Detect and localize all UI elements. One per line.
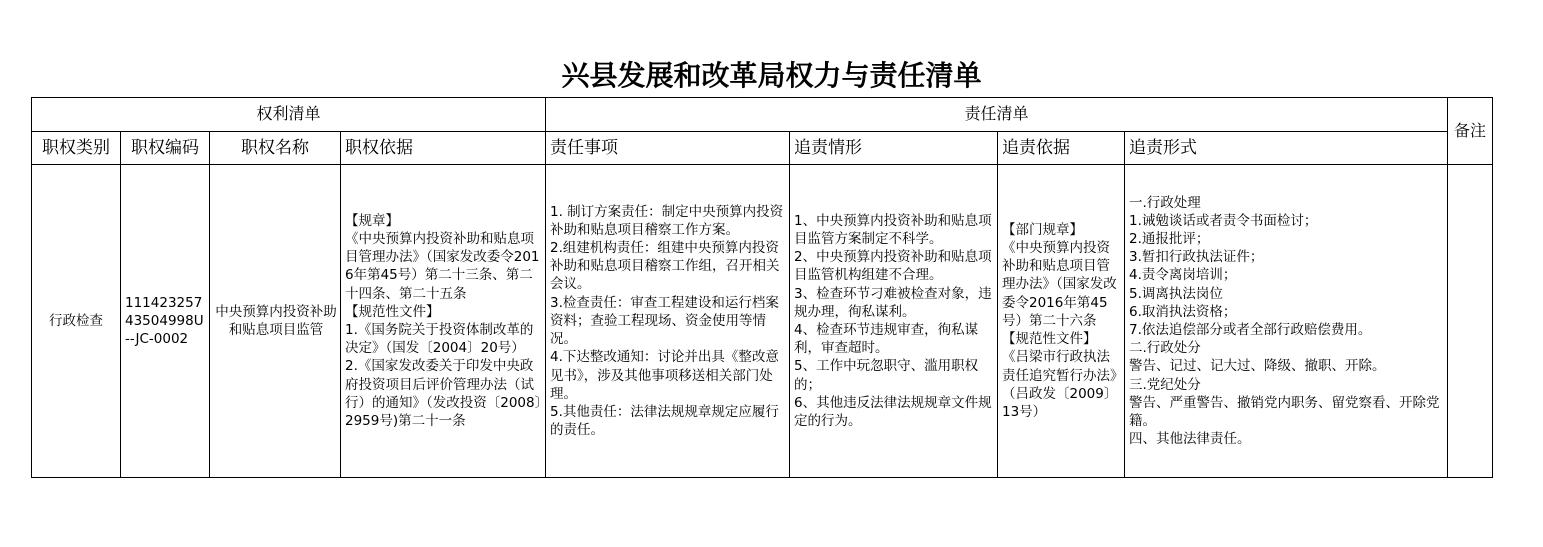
power-responsibility-table: [31, 97, 1493, 478]
form-line: 警告、严重警告、撤销党内职务、留党察看、开除党籍。: [1129, 394, 1440, 430]
table-row: [32, 165, 1493, 478]
cell-forms: [1125, 165, 1448, 478]
basis-line: 【规范性文件】: [345, 303, 440, 320]
cell-basis: [341, 165, 546, 478]
col-accountability-basis: 追责依据: [998, 132, 1125, 165]
col-code: 职权编码: [121, 132, 210, 165]
accountability-line: 【规范性文件】: [1002, 331, 1097, 348]
col-duties: 责任事项: [546, 132, 790, 165]
col-name: 职权名称: [210, 132, 341, 165]
accountability-line: 《吕梁市行政执法责任追究暂行办法》（吕政发〔2009〕13号）: [1002, 349, 1118, 420]
duty-line: 3.检查责任：审查工程建设和运行档案资料；查验工程现场、资金使用等情况。: [550, 294, 779, 348]
code-line: 43504998U: [125, 312, 204, 329]
form-line: 3.暂扣行政执法证件；: [1129, 249, 1264, 266]
duty-line: 2.组建机构责任：组建中央预算内投资补助和贴息项目稽察工作组，召开相关会议。: [550, 240, 780, 293]
page-title: 兴县发展和改革局权力与责任清单: [561, 59, 982, 92]
form-line: 一.行政处理: [1129, 194, 1201, 211]
situation-line: 4、检查环节违规审查，徇私谋利，审查超时。: [794, 322, 979, 357]
cell-remark: [1448, 165, 1493, 478]
form-line: 警告、记过、记大过、降级、撤职、开除。: [1129, 358, 1386, 375]
basis-line: 《中央预算内投资补助和贴息项目管理办法》（国家发改委令2016年第45号）第二十三条、第二十四条、第二十五条: [345, 230, 540, 302]
form-line: 6.取消执法资格；: [1129, 303, 1237, 320]
form-line: 二.行政处分: [1129, 340, 1201, 357]
form-line: 四、其他法律责任。: [1129, 431, 1251, 448]
code-line: 111423257: [125, 294, 203, 311]
col-category: 职权类别: [32, 132, 121, 165]
duty-line: 1. 制订方案责任：制定中央预算内投资补助和贴息项目稽察工作方案。: [550, 203, 784, 238]
cell-category: 行政检查: [32, 165, 121, 478]
remark-header: 备注: [1448, 98, 1493, 165]
situation-line: 3、检查环节刁难被检查对象，违规办理，徇私谋利。: [794, 285, 992, 320]
cell-code: [121, 165, 210, 478]
form-line: 7.依法追偿部分或者全部行政赔偿费用。: [1129, 322, 1372, 338]
basis-line: 【规章】: [345, 212, 399, 229]
duty-line: 4.下达整改通知：讨论并出具《整改意见书》，涉及其他事项移送相关部门处理。: [550, 349, 779, 402]
situation-line: 5、工作中玩忽职守、滥用职权的；: [794, 358, 979, 393]
accountability-line: 【部门规章】: [1002, 221, 1083, 238]
cell-situations: [790, 165, 998, 478]
form-line: 5.调离执法岗位: [1129, 285, 1223, 302]
situation-line: 2、中央预算内投资补助和贴息项目监管机构组建不合理。: [794, 249, 992, 284]
cell-accountability-basis: [998, 165, 1125, 478]
duty-line: 5.其他责任：法律法规规章规定应履行的责任。: [550, 403, 779, 439]
basis-line: 1.《国务院关于投资体制改革的决定》（国发〔2004〕20号）: [345, 322, 534, 357]
code-line: --JC-0002: [125, 331, 189, 348]
form-line: 三.党纪处分: [1129, 376, 1201, 393]
responsibility-list-header: 责任清单: [546, 98, 1448, 132]
col-forms: 追责形式: [1125, 132, 1448, 165]
col-basis: 职权依据: [341, 132, 546, 165]
basis-line: 2.《国家发改委关于印发中央政府投资项目后评价管理办法（试行）的通知》（发改投资〔2008〕2959号)第二十一条: [345, 358, 542, 430]
form-line: 4.责令离岗培训；: [1129, 267, 1237, 284]
form-line: 2.通报批评；: [1129, 230, 1210, 247]
situation-line: 1、中央预算内投资补助和贴息项目监管方案制定不科学。: [794, 212, 992, 247]
cell-duties: [546, 165, 790, 478]
form-line: 1.诫勉谈话或者责令书面检讨；: [1129, 212, 1318, 229]
accountability-line: 《中央预算内投资补助和贴息项目管理办法》（国家发改委令2016年第45号）第二十六条: [1002, 240, 1117, 329]
col-situations: 追责情形: [790, 132, 998, 165]
cell-name: 中央预算内投资补助和贴息项目监管: [210, 165, 341, 478]
situation-line: 6、其他违反法律法规规章文件规定的行为。: [794, 394, 992, 430]
rights-list-header: 权利清单: [32, 98, 546, 132]
